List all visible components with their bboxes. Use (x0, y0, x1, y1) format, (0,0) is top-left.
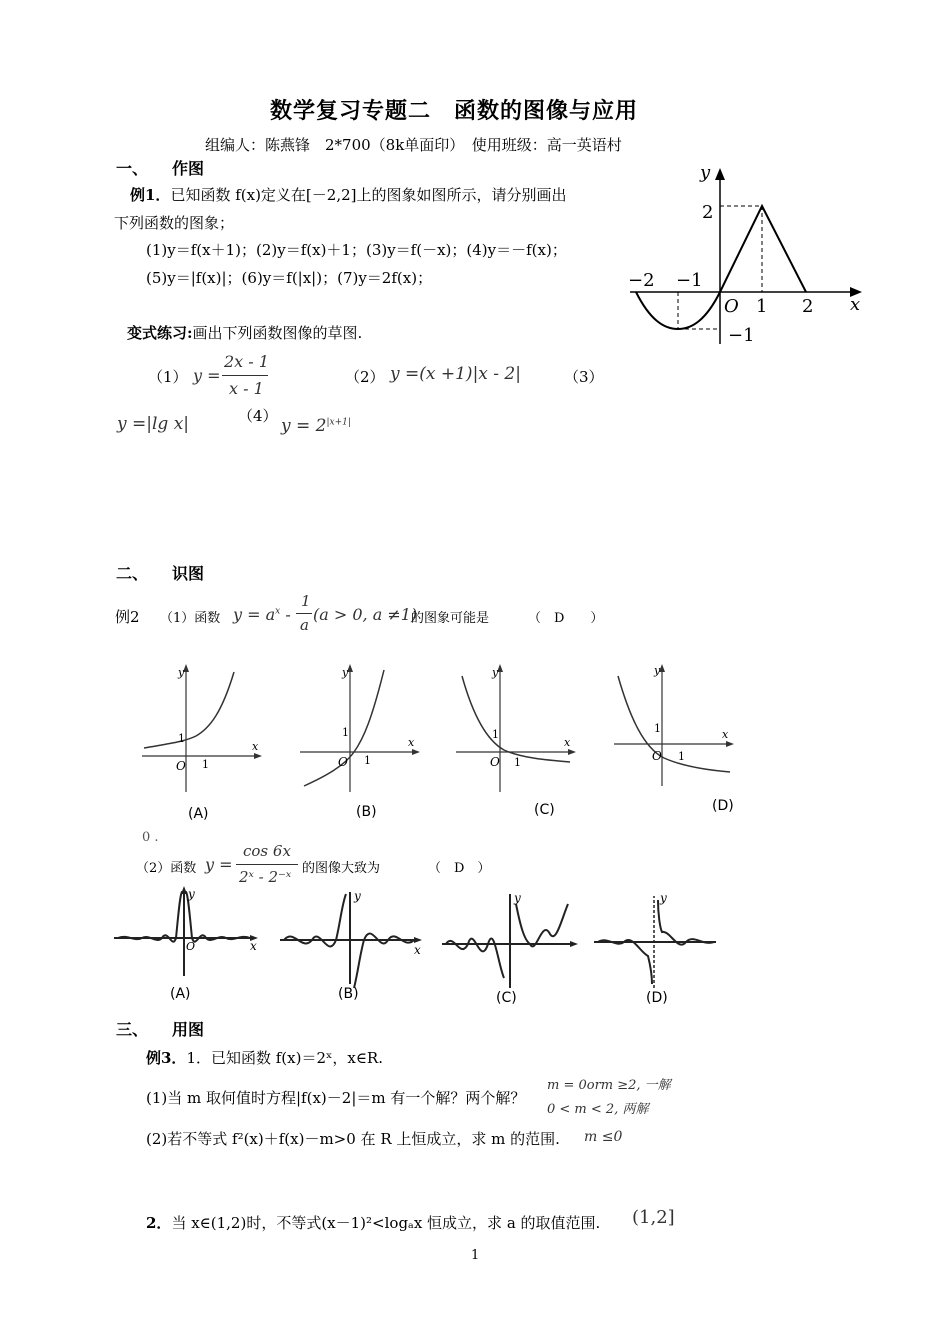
q2-graph-a (112, 884, 262, 1004)
q1-suffix: 的图象可能是 (411, 611, 490, 626)
q2-den: 2ˣ - 2⁻ˣ (239, 868, 292, 886)
caption: (C) (496, 990, 517, 1006)
tick-x-2: 2 (802, 296, 814, 317)
origin-label: O (724, 296, 739, 317)
x-arrow-icon (568, 749, 576, 755)
practice-line (127, 322, 362, 343)
page-subtitle: 组编人：陈燕锋 2*700（8k单面印） 使用班级：高一英语村 (205, 136, 622, 154)
f-curve (636, 206, 806, 329)
tick-y-2: 2 (702, 202, 714, 223)
x-label: x (722, 728, 729, 741)
page-title: 数学复习专题二 函数的图像与应用 (270, 98, 639, 124)
x-arrow-icon (570, 941, 578, 947)
item-2-label: 2． (146, 1214, 172, 1232)
x-label: x (252, 740, 259, 753)
example-1-label: 例1． (130, 186, 171, 204)
example-1-line-1 (130, 184, 566, 205)
x-label: x (564, 736, 571, 749)
tick-y-m1: −1 (728, 325, 755, 346)
svg-text:y: y (354, 889, 361, 903)
practice-2-expr: y =(x +1)|x - 2| (390, 364, 521, 384)
practice-text: 画出下列函数图像的草图. (192, 324, 363, 342)
one-x-label: 1 (202, 758, 209, 771)
one-y-label: 1 (654, 722, 661, 735)
x-arrow-icon (254, 753, 262, 759)
example-3-text: 1．已知函数 f(x)＝2ˣ，x∈R. (186, 1049, 383, 1067)
y-axis-arrow-icon (715, 168, 725, 180)
y-label: y (178, 666, 185, 679)
q1-graph-d (608, 656, 748, 826)
stray-mark: 0 . (142, 830, 159, 845)
svg-text:x: x (250, 939, 257, 953)
practice-3-label: （3） (564, 368, 604, 386)
caption: (B) (356, 804, 377, 820)
origin-label: O (490, 755, 500, 769)
practice-1-num: 2x - 1 (224, 352, 269, 371)
caption: (D) (646, 990, 668, 1006)
section-3-heading: 三、 用图 (116, 1020, 205, 1039)
q1-graph-b (292, 656, 432, 826)
one-y-label: 1 (178, 732, 185, 745)
origin-label: O (338, 755, 348, 769)
q2-frac-bar (236, 864, 298, 865)
q2-prefix: （2）函数 (136, 861, 197, 876)
y-label: y (492, 666, 499, 679)
one-y-label: 1 (492, 728, 499, 741)
function-graph-f (622, 160, 872, 350)
example-3-q2: (2)若不等式 f²(x)＋f(x)－m>0 在 R 上恒成立，求 m 的范围. (146, 1130, 560, 1148)
q1-graph-c (450, 656, 590, 826)
example-3-q1-answer-1: m = 0orm ≥2, 一解 (547, 1078, 671, 1093)
q2-graph-c (438, 884, 588, 1008)
q2-lhs: y = (205, 855, 233, 874)
example-3-item-2 (146, 1212, 600, 1233)
fraction-bar (222, 375, 268, 376)
example-3-q1-answer-2: 0 < m < 2, 两解 (547, 1102, 649, 1117)
q2-graph-d (592, 884, 732, 1008)
x-label: x (408, 736, 415, 749)
y-label: y (700, 162, 711, 183)
caption: (B) (338, 986, 359, 1002)
tick-x-1: 1 (756, 296, 768, 317)
q1-frac-bar (296, 613, 312, 614)
tick-x-m2: −2 (628, 270, 655, 291)
example-1-line-2: 下列函数的图象； (114, 214, 235, 232)
svg-text:y: y (188, 887, 195, 901)
practice-label: 变式练习: (127, 324, 193, 342)
q1-frac-den: a (300, 616, 309, 634)
curve (144, 672, 234, 748)
y-label: y (342, 666, 349, 679)
item-2-text: 当 x∈(1,2)时，不等式(x－1)²<logₐx 恒成立，求 a 的取值范围. (171, 1214, 601, 1232)
caption: (A) (170, 986, 191, 1002)
practice-1-label: （1） (148, 368, 188, 386)
curve (446, 904, 568, 978)
curve (462, 676, 570, 762)
svg-text:O: O (186, 940, 196, 953)
tick-x-m1: −1 (676, 270, 703, 291)
caption: (D) (712, 798, 734, 814)
practice-4-base: y = 2 (281, 416, 327, 436)
y-label: y (654, 664, 661, 677)
svg-text:x: x (414, 943, 421, 957)
section-1-heading: 一、 作图 (116, 159, 205, 178)
practice-4-expr (281, 416, 351, 436)
page-number: 1 (471, 1248, 480, 1263)
q2-graph-b (276, 884, 426, 1004)
origin-label: O (652, 749, 662, 763)
q1-prefix: （1）函数 (160, 611, 221, 626)
example-3-q1: (1)当 m 取何值时方程|f(x)－2|＝m 有一个解？两个解？ (146, 1089, 526, 1107)
svg-text:y: y (660, 891, 667, 905)
q1-frac-num: 1 (301, 592, 311, 610)
practice-2-label: （2） (345, 368, 385, 386)
caption: (A) (188, 806, 209, 822)
example-3-label: 例3． (146, 1049, 187, 1067)
x-label: x (850, 294, 861, 315)
curve (618, 676, 730, 772)
example-1-text: 已知函数 f(x)定义在[－2,2]上的图象如图所示，请分别画出 (170, 186, 567, 204)
one-x-label: 1 (364, 754, 371, 767)
q2-answer: （ D ） (428, 861, 491, 876)
one-x-label: 1 (514, 756, 521, 769)
example-2-label: 例2 (115, 608, 140, 626)
q1-expr-part-a: $y = a^x$ - (233, 605, 291, 624)
one-x-label: 1 (678, 750, 685, 763)
example-3-q2-answer: m ≤0 (584, 1129, 623, 1145)
practice-4-exp: |x+1| (326, 417, 351, 428)
x-arrow-icon (412, 749, 420, 755)
practice-3-expr: y =|lg x| (117, 414, 190, 434)
section-2-heading: 二、 识图 (116, 564, 205, 583)
x-arrow-icon (726, 741, 734, 747)
example-1-items-1: (1)y＝f(x＋1)；(2)y＝f(x)＋1；(3)y＝f(－x)；(4)y＝－f(x)； (146, 241, 567, 259)
example-1-items-2: (5)y＝|f(x)|；(6)y＝f(|x|)；(7)y＝2f(x)； (146, 269, 433, 287)
example-3-line (146, 1047, 383, 1068)
q2-num: cos 6x (243, 842, 291, 860)
practice-1-lhs: y = (193, 366, 221, 385)
one-y-label: 1 (342, 726, 349, 739)
q1-answer: （ D ） (528, 611, 604, 626)
practice-4-label: （4） (238, 407, 278, 425)
q1-graph-a (130, 656, 270, 826)
q2-suffix: 的图像大致为 (302, 861, 381, 876)
origin-label: O (176, 759, 186, 773)
example-3-item-2-answer: (1,2] (632, 1207, 675, 1228)
svg-text:y: y (514, 891, 521, 905)
practice-1-den: x - 1 (229, 379, 264, 398)
caption: (C) (534, 802, 555, 818)
q1-expr-part-c: (a > 0, a ≠1) (313, 605, 418, 624)
